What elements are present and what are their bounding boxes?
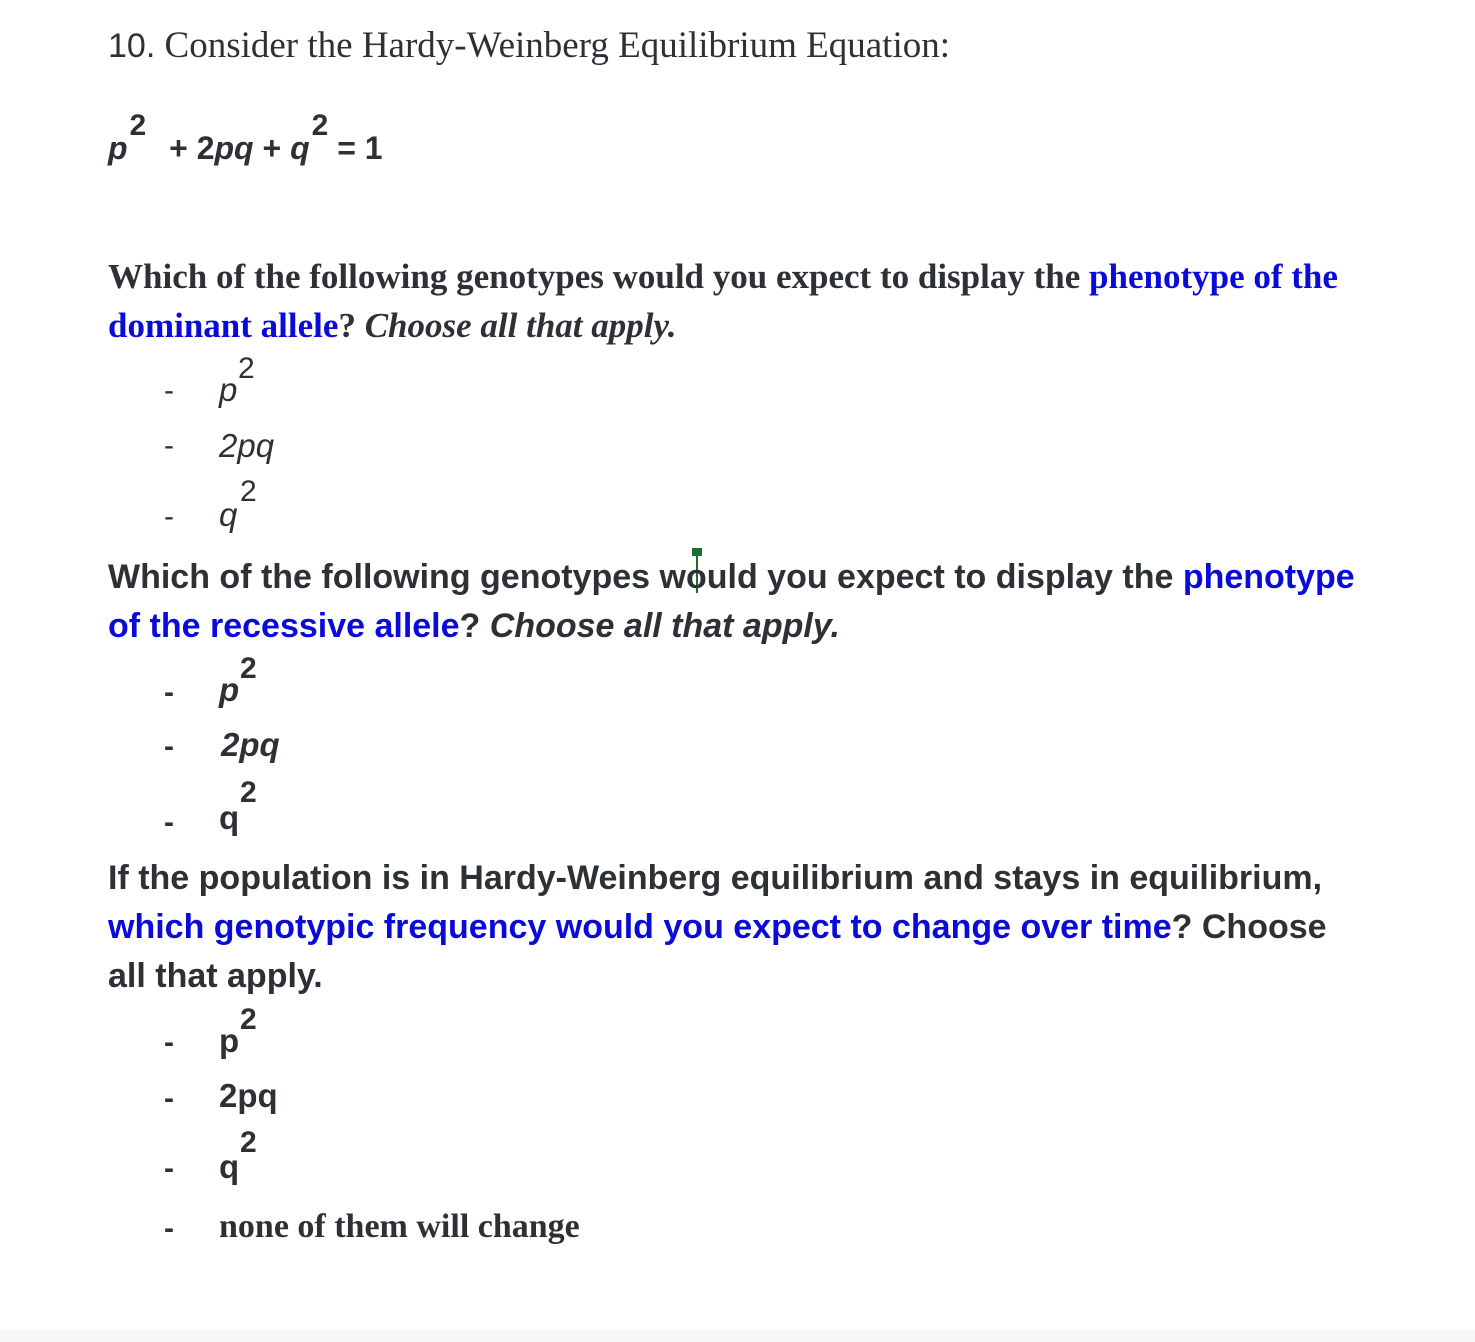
question-intro: Consider the Hardy-Weinberg Equilibrium Equation: [164,25,951,66]
q2-option-q2[interactable] [164,806,174,840]
question-header [108,24,950,67]
q2-highlight: phenotype of the recessive allele [108,558,1355,645]
q2-option-p2[interactable] [164,676,174,710]
q3-option-2pq-label: 2pq [219,1077,278,1114]
option-dash: - [164,500,174,533]
q3-option-p2-label: p [219,1022,240,1059]
q1-option-q2-label: q [219,496,238,533]
eq-pq: pq [214,130,254,166]
q1-option-2pq[interactable] [164,429,174,463]
q1-option-p2[interactable] [164,374,174,408]
option-dash: - [164,374,174,407]
question-recessive [108,553,1368,651]
q2-post: ? [459,607,481,645]
q1-option-p2-label [219,371,237,409]
eq-middle: + 2 [169,130,215,166]
q2-option-2pq-label: 2pq [221,726,280,763]
q1-choose: Choose all that apply. [364,306,677,345]
q1-option-q2[interactable] [164,500,174,534]
eq-p: p [108,130,128,166]
eq-equals: = 1 [337,130,383,166]
option-dash: - [164,429,174,462]
q1-pre: Which of the following genotypes would you expect to display the [108,257,1090,296]
eq-q-exponent: 2 [311,109,329,142]
option-base: p [219,371,238,408]
hardy-weinberg-equation [108,109,383,167]
q3-option-q2[interactable] [164,1152,174,1186]
q3-option-none-label: none of them will change [219,1208,580,1245]
q3-pre: If the population is in Hardy-Weinberg equilibrium and stays in equilibrium, [108,859,1323,897]
q3-option-none[interactable] [164,1212,174,1246]
q2-option-q2-label: q [219,799,240,836]
q1-option-2pq-label: 2pq [219,427,275,464]
option-dash: - [164,806,174,839]
q1-option-p2-exponent: 2 [238,352,255,385]
page-bottom-divider [0,1330,1475,1342]
q3-option-q2-exponent: 2 [240,1126,257,1159]
option-dash: - [164,676,174,709]
q2-option-q2-exponent: 2 [240,776,257,809]
q1-post: ? [338,306,356,345]
option-dash: - [164,1026,174,1059]
option-dash: - [164,1082,174,1115]
q2-pre: Which of the following genotypes would you expect to display the [108,558,1183,596]
option-dash: - [164,730,174,763]
q1-highlight: phenotype of the dominant allele [108,257,1338,345]
q3-post: ? Choose all that apply. [108,908,1327,995]
q2-option-p2-exponent: 2 [240,652,257,685]
q3-option-q2-label: q [219,1148,240,1185]
eq-p-exponent: 2 [129,109,147,142]
q1-option-q2-exponent: 2 [240,475,257,508]
q2-option-p2-label: p [219,671,240,708]
q3-option-p2[interactable] [164,1026,174,1060]
question-number: 10. [108,27,156,65]
q2-choose: Choose all that apply. [489,607,840,645]
question-dominant [108,252,1368,350]
eq-q: q [290,130,310,166]
q3-option-2pq[interactable] [164,1082,174,1116]
question-change-over-time [108,854,1368,1001]
option-dash: - [164,1152,174,1185]
option-dash: - [164,1212,174,1245]
q3-option-p2-exponent: 2 [240,1003,257,1036]
q3-highlight: which genotypic frequency would you expect to change over time [108,908,1172,946]
eq-plus: + [262,130,282,166]
q2-option-2pq[interactable] [164,730,174,764]
